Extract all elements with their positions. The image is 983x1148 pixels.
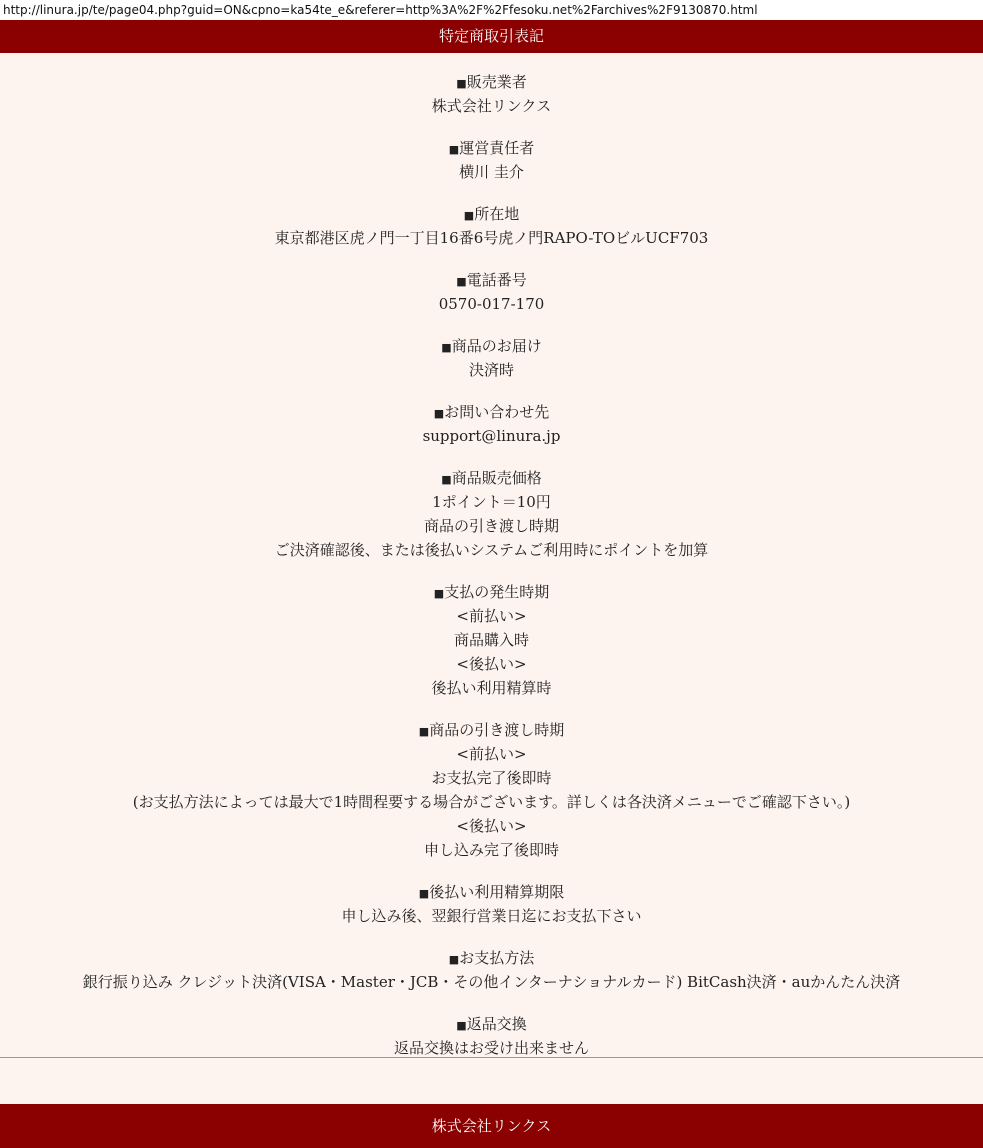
page-title: 特定商取引表記 [438,27,544,45]
section-value: お支払完了後即時 [431,769,552,787]
section-deferred-deadline [0,880,983,928]
phone-number: 0570-017-170 [438,295,545,313]
section-value: 決済時 [468,361,514,379]
section-heading: ■ 後払い利用精算期限 [0,880,983,904]
section-heading: ■ 商品の引き渡し時期 [0,718,983,742]
section-address [0,202,983,250]
url-bar[interactable]: http://linura.jp/te/page04.php?guid=ON&cpno=ka54te_e&referer=http%3A%2F%2Ffesoku.net%2Farchives%2F9130870.html [0,0,983,20]
contact-email: support@linura.jp [422,427,561,445]
section-value: 商品購入時 [453,631,529,649]
section-value: 商品の引き渡し時期 [423,517,559,535]
page-header [0,20,983,53]
section-handover-timing [0,718,983,862]
section-value: 東京都港区虎ノ門一丁目16番6号虎ノ門RAPO-TOビルUCF703 [274,229,709,247]
section-delivery [0,334,983,382]
section-heading: ■ 所在地 [0,202,983,226]
section-value: 銀行振り込み クレジット決済(VISA・Master・JCB・その他インターナショナルカード) BitCash決済・auかんたん決済 [82,973,901,991]
divider [0,1057,983,1058]
section-value: 後払い利用精算時 [431,679,552,697]
section-heading: ■ 支払の発生時期 [0,580,983,604]
section-heading: ■ 商品販売価格 [0,466,983,490]
section-price [0,466,983,562]
section-value: <前払い> [456,745,527,763]
section-heading: ■ 商品のお届け [0,334,983,358]
section-value: 横川 圭介 [459,163,524,181]
legal-notice-content [0,70,983,1078]
section-value: 株式会社リンクス [431,97,552,115]
section-value: <前払い> [456,607,527,625]
section-value: 申し込み完了後即時 [423,841,559,859]
section-manager [0,136,983,184]
section-value: 1ポイント＝10円 [432,493,551,511]
section-value: ご決済確認後、または後払いシステムご利用時にポイントを加算 [274,541,709,559]
section-value: <後払い> [456,655,527,673]
section-payment-timing [0,580,983,700]
section-heading: ■ 販売業者 [0,70,983,94]
section-heading: ■ 返品交換 [0,1012,983,1036]
section-contact [0,400,983,448]
section-payment-methods [0,946,983,994]
footer-company: 株式会社リンクス [431,1117,552,1135]
section-returns [0,1012,983,1060]
section-heading: ■ 運営責任者 [0,136,983,160]
section-phone [0,268,983,316]
section-value: (お支払方法によっては最大で1時間程要する場合がございます。詳しくは各決済メニューでご確認下さい。) [132,793,851,811]
section-value: <後払い> [456,817,527,835]
section-value: 返品交換はお受け出来ません [393,1039,589,1057]
section-heading: ■ 電話番号 [0,268,983,292]
page-footer [0,1104,983,1148]
section-value: 申し込み後、翌銀行営業日迄にお支払下さい [341,907,642,925]
section-heading: ■ お問い合わせ先 [0,400,983,424]
section-heading: ■ お支払方法 [0,946,983,970]
section-seller [0,70,983,118]
